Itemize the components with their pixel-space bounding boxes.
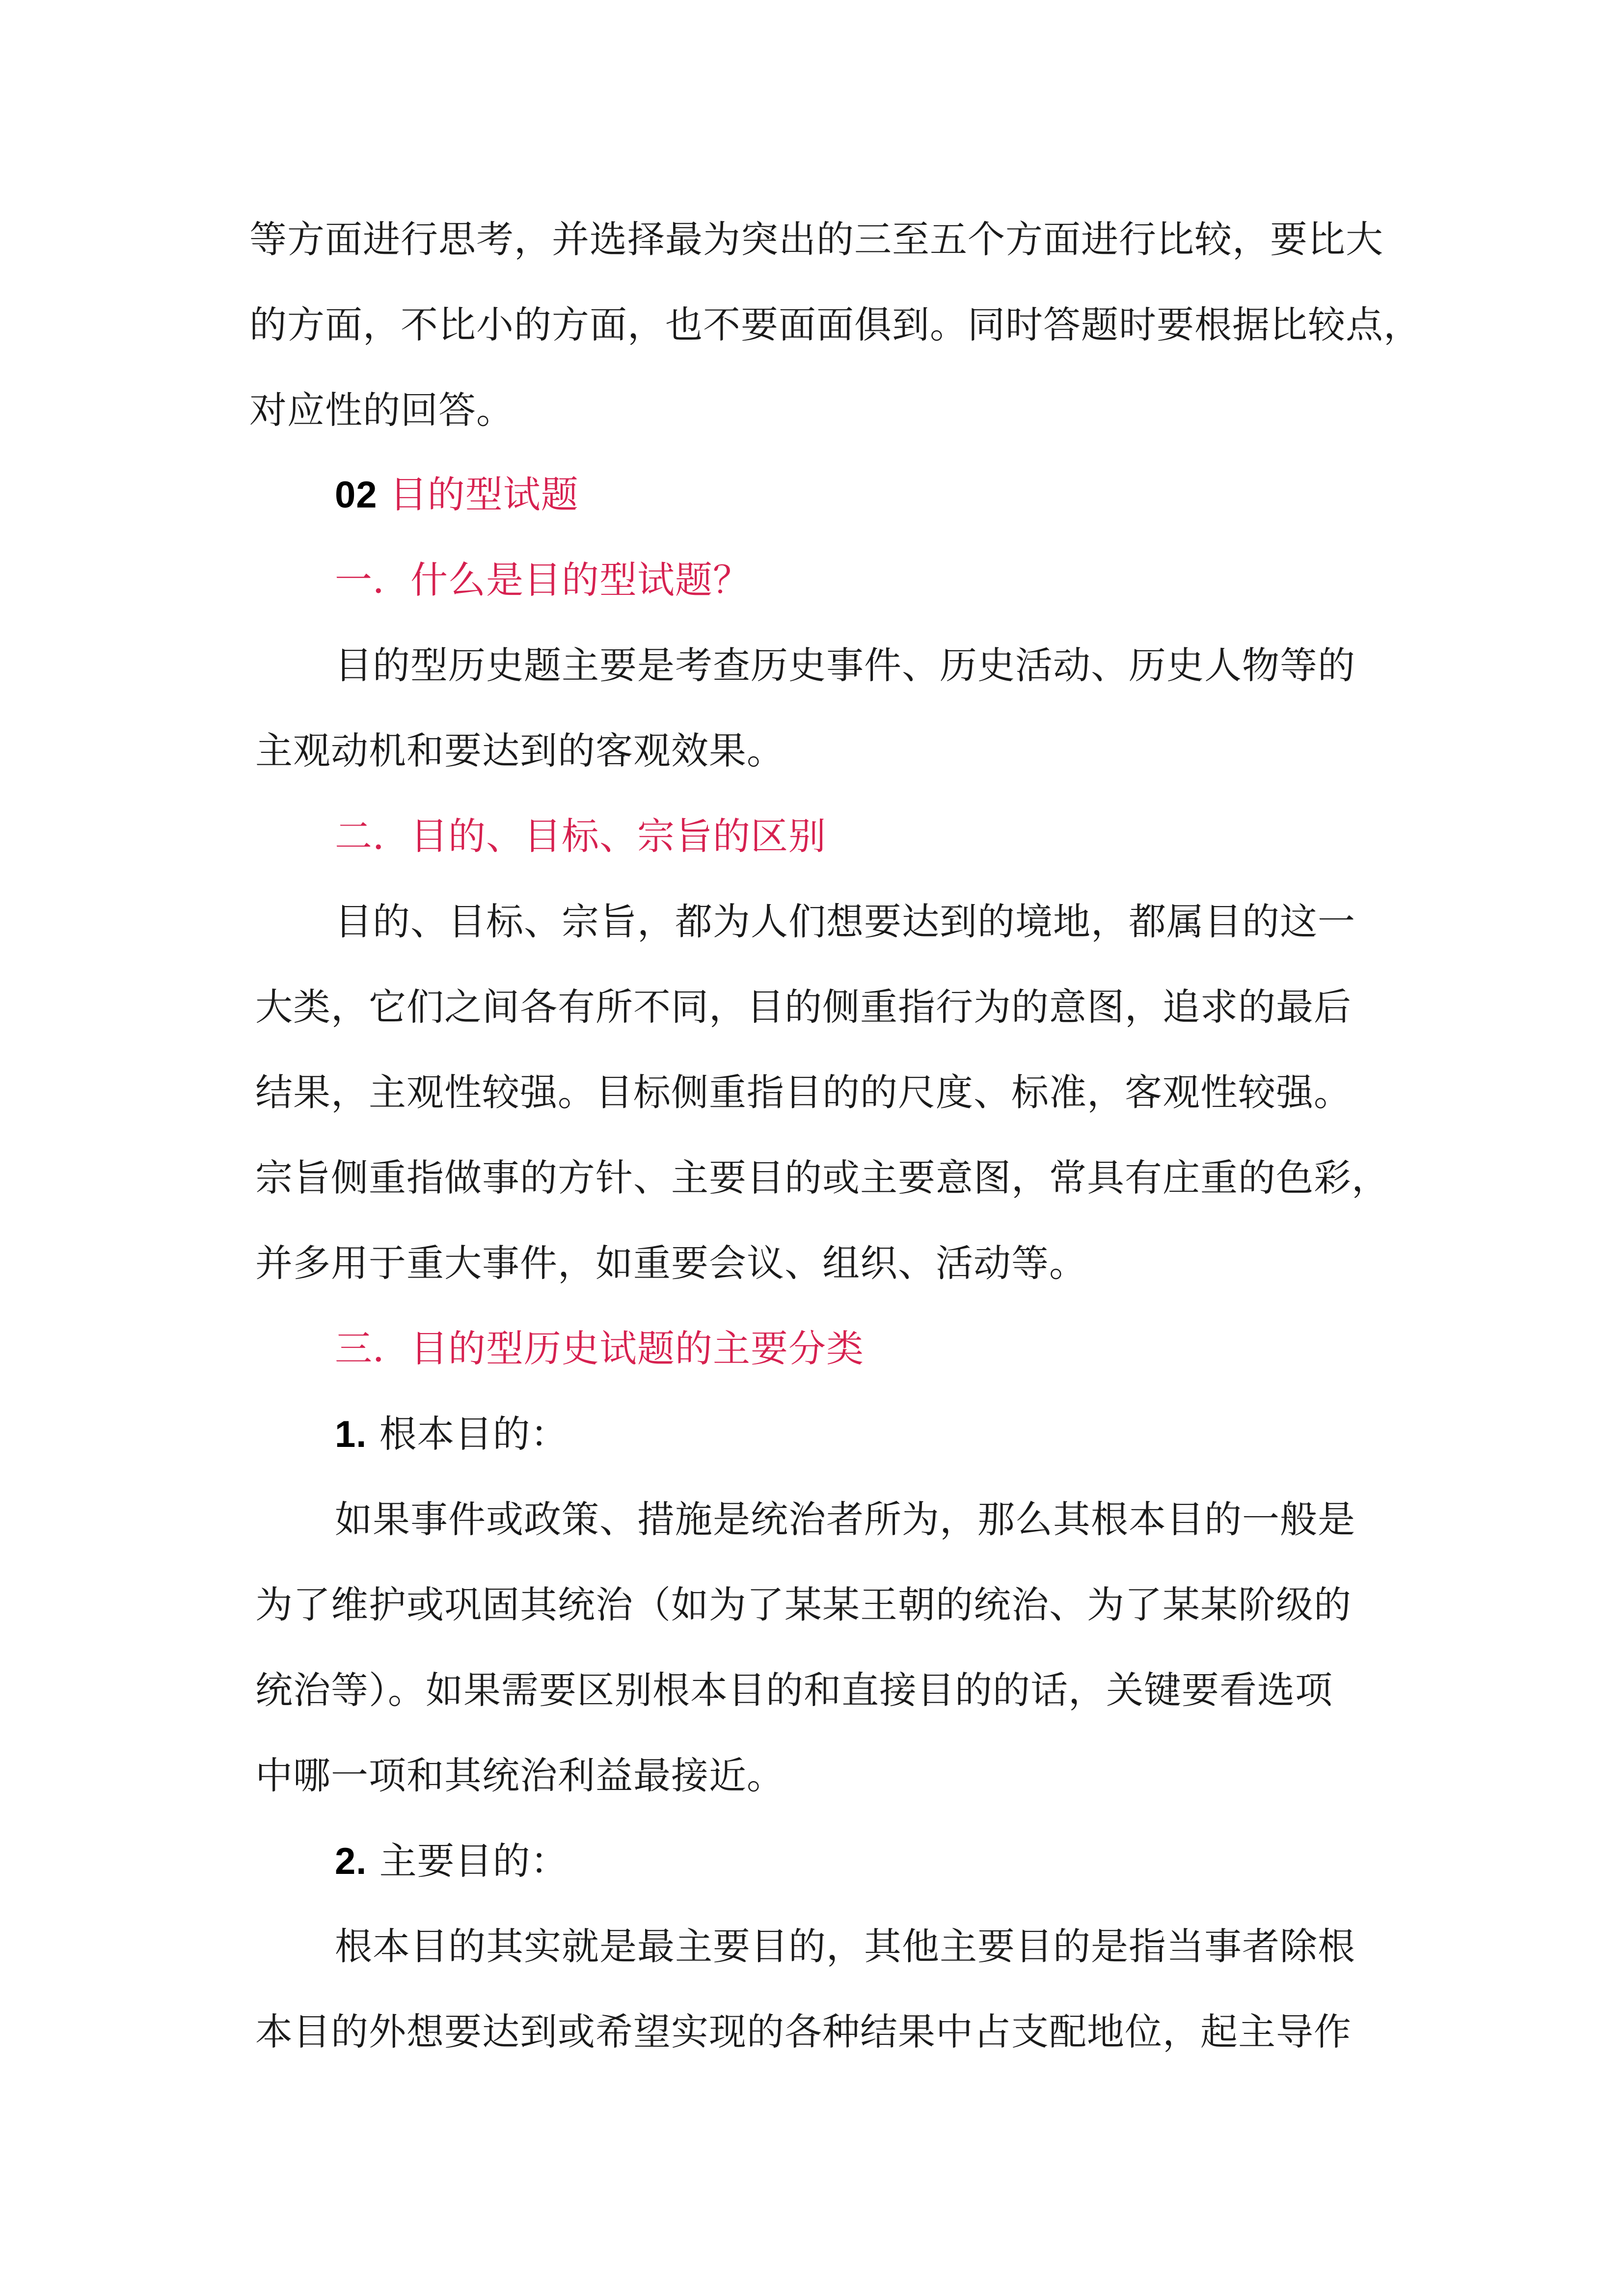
paragraph-line: 如果事件或政策、措施是统治者所为，那么其根本目的一般是 <box>335 1497 1355 1541</box>
item-heading-1 <box>335 1410 568 1459</box>
paragraph-line: 大类，它们之间各有所不同，目的侧重指行为的意图，追求的最后 <box>255 985 1352 1029</box>
paragraph-line: 等方面进行思考，并选择最为突出的三至五个方面进行比较，要比大 <box>249 217 1383 261</box>
item-title: 主要目的： <box>379 1839 568 1883</box>
subheading-3: 三．目的型历史试题的主要分类 <box>335 1327 864 1370</box>
paragraph-line: 中哪一项和其统治利益最接近。 <box>255 1754 785 1797</box>
paragraph-line: 本目的外想要达到或希望实现的各种结果中占支配地位，起主导作 <box>255 2010 1352 2054</box>
section-number: 02 <box>335 474 378 516</box>
section-title: 目的型试题 <box>389 473 579 516</box>
item-number: 1. <box>335 1414 367 1455</box>
subheading-1: 一．什么是目的型试题？ <box>335 558 751 602</box>
paragraph-line: 对应性的回答。 <box>249 388 514 432</box>
item-heading-2 <box>335 1837 568 1886</box>
paragraph-line: 的方面，不比小的方面，也不要面面俱到。同时答题时要根据比较点， <box>249 303 1421 347</box>
paragraph-line: 目的、目标、宗旨，都为人们想要达到的境地，都属目的这一 <box>335 900 1355 943</box>
paragraph-line: 为了维护或巩固其统治（如为了某某王朝的统治、为了某某阶级的 <box>255 1583 1352 1627</box>
paragraph-line: 结果，主观性较强。目标侧重指目的的尺度、标准，客观性较强。 <box>255 1070 1352 1114</box>
item-title: 根本目的： <box>379 1412 568 1456</box>
paragraph-line: 目的型历史题主要是考查历史事件、历史活动、历史人物等的 <box>335 643 1355 687</box>
paragraph-line: 根本目的其实就是最主要目的，其他主要目的是指当事者除根 <box>335 1924 1355 1968</box>
item-number: 2. <box>335 1841 367 1882</box>
paragraph-line: 宗旨侧重指做事的方针、主要目的或主要意图，常具有庄重的色彩， <box>255 1156 1389 1200</box>
paragraph-line: 主观动机和要达到的客观效果。 <box>255 729 785 773</box>
paragraph-line: 统治等）。如果需要区别根本目的和直接目的的话，关键要看选项 <box>255 1668 1333 1712</box>
paragraph-line: 并多用于重大事件，如重要会议、组织、活动等。 <box>255 1241 1087 1285</box>
section-heading <box>335 470 579 520</box>
subheading-2: 二．目的、目标、宗旨的区别 <box>335 814 826 858</box>
